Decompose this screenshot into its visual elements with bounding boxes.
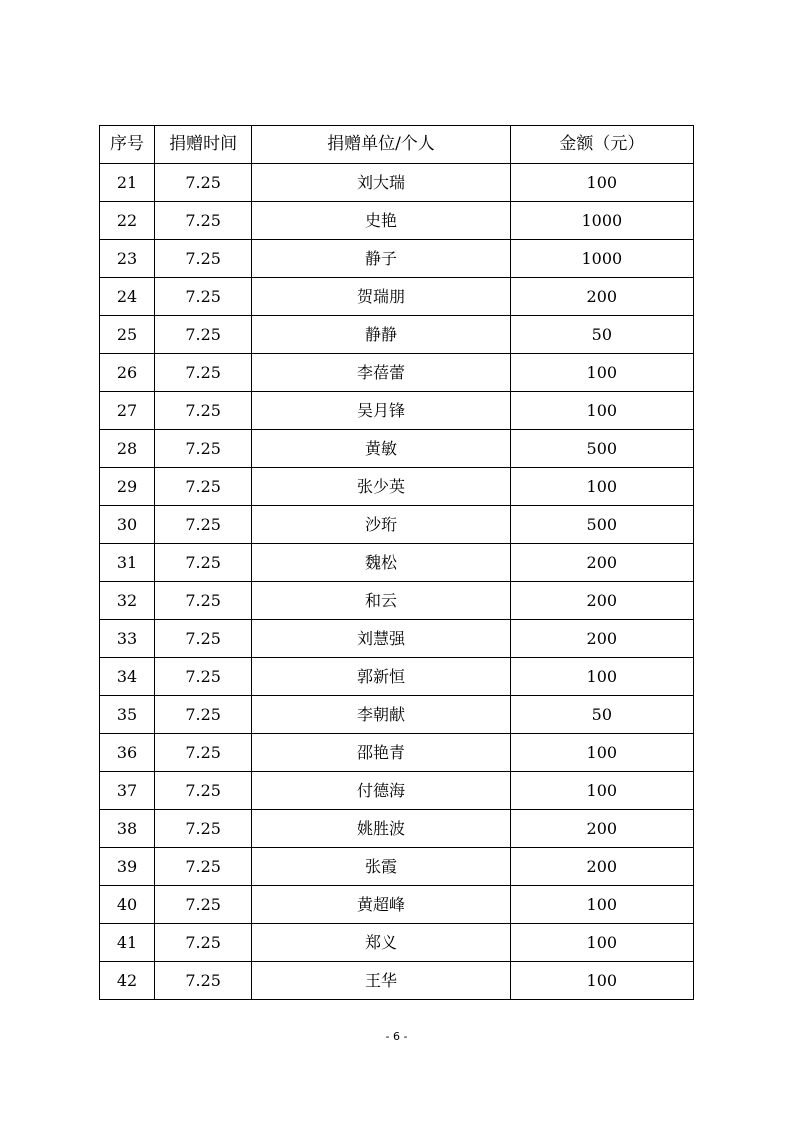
cell-donor: 黄超峰	[252, 886, 510, 924]
cell-donor: 邵艳青	[252, 734, 510, 772]
header-seq: 序号	[100, 126, 155, 164]
cell-donor: 沙珩	[252, 506, 510, 544]
cell-donor: 刘大瑞	[252, 164, 510, 202]
cell-donor: 郭新恒	[252, 658, 510, 696]
table-row	[100, 620, 694, 658]
cell-date: 7.25	[155, 392, 252, 430]
cell-donor: 黄敏	[252, 430, 510, 468]
donation-table	[99, 125, 694, 1000]
cell-amount: 100	[510, 164, 693, 202]
cell-amount: 200	[510, 848, 693, 886]
cell-amount: 200	[510, 278, 693, 316]
cell-seq: 27	[100, 392, 155, 430]
table-row	[100, 810, 694, 848]
cell-donor: 李朝献	[252, 696, 510, 734]
cell-amount: 100	[510, 772, 693, 810]
cell-seq: 25	[100, 316, 155, 354]
cell-date: 7.25	[155, 544, 252, 582]
donation-table-header	[100, 126, 694, 164]
cell-seq: 31	[100, 544, 155, 582]
cell-seq: 21	[100, 164, 155, 202]
cell-amount: 200	[510, 620, 693, 658]
cell-donor: 贺瑞朋	[252, 278, 510, 316]
cell-date: 7.25	[155, 506, 252, 544]
cell-donor: 李蓓蕾	[252, 354, 510, 392]
table-row	[100, 164, 694, 202]
table-row	[100, 848, 694, 886]
cell-seq: 24	[100, 278, 155, 316]
cell-amount: 100	[510, 734, 693, 772]
cell-amount: 100	[510, 924, 693, 962]
cell-donor: 姚胜波	[252, 810, 510, 848]
cell-date: 7.25	[155, 696, 252, 734]
cell-date: 7.25	[155, 582, 252, 620]
cell-date: 7.25	[155, 810, 252, 848]
cell-donor: 和云	[252, 582, 510, 620]
table-row	[100, 582, 694, 620]
cell-date: 7.25	[155, 962, 252, 1000]
cell-date: 7.25	[155, 886, 252, 924]
cell-amount: 100	[510, 354, 693, 392]
table-row	[100, 468, 694, 506]
cell-amount: 50	[510, 696, 693, 734]
cell-seq: 22	[100, 202, 155, 240]
table-row	[100, 278, 694, 316]
cell-seq: 36	[100, 734, 155, 772]
cell-amount: 200	[510, 544, 693, 582]
cell-amount: 100	[510, 886, 693, 924]
cell-seq: 40	[100, 886, 155, 924]
header-date: 捐赠时间	[155, 126, 252, 164]
page-number: - 6 -	[385, 1030, 408, 1043]
cell-amount: 100	[510, 962, 693, 1000]
cell-donor: 史艳	[252, 202, 510, 240]
cell-amount: 500	[510, 430, 693, 468]
cell-donor: 吴月锋	[252, 392, 510, 430]
table-row	[100, 316, 694, 354]
cell-date: 7.25	[155, 734, 252, 772]
cell-seq: 32	[100, 582, 155, 620]
cell-seq: 26	[100, 354, 155, 392]
header-donor: 捐赠单位/个人	[252, 126, 510, 164]
cell-seq: 38	[100, 810, 155, 848]
cell-amount: 200	[510, 810, 693, 848]
table-row	[100, 240, 694, 278]
cell-date: 7.25	[155, 240, 252, 278]
cell-seq: 35	[100, 696, 155, 734]
cell-date: 7.25	[155, 316, 252, 354]
donation-table-body	[100, 164, 694, 1000]
cell-date: 7.25	[155, 430, 252, 468]
cell-date: 7.25	[155, 354, 252, 392]
cell-donor: 付德海	[252, 772, 510, 810]
cell-seq: 37	[100, 772, 155, 810]
table-row	[100, 202, 694, 240]
cell-date: 7.25	[155, 468, 252, 506]
cell-amount: 1000	[510, 202, 693, 240]
cell-date: 7.25	[155, 848, 252, 886]
cell-seq: 30	[100, 506, 155, 544]
table-row	[100, 430, 694, 468]
table-row	[100, 354, 694, 392]
cell-donor: 王华	[252, 962, 510, 1000]
table-row	[100, 962, 694, 1000]
cell-seq: 39	[100, 848, 155, 886]
table-row	[100, 924, 694, 962]
cell-donor: 魏松	[252, 544, 510, 582]
header-row	[100, 126, 694, 164]
cell-date: 7.25	[155, 772, 252, 810]
cell-seq: 42	[100, 962, 155, 1000]
cell-donor: 张霞	[252, 848, 510, 886]
cell-amount: 100	[510, 468, 693, 506]
cell-donor: 静子	[252, 240, 510, 278]
cell-date: 7.25	[155, 924, 252, 962]
table-row	[100, 658, 694, 696]
table-row	[100, 392, 694, 430]
cell-seq: 41	[100, 924, 155, 962]
cell-date: 7.25	[155, 164, 252, 202]
table-row	[100, 506, 694, 544]
cell-donor: 郑义	[252, 924, 510, 962]
cell-date: 7.25	[155, 202, 252, 240]
cell-seq: 28	[100, 430, 155, 468]
cell-amount: 100	[510, 658, 693, 696]
cell-amount: 200	[510, 582, 693, 620]
table-row	[100, 734, 694, 772]
cell-date: 7.25	[155, 278, 252, 316]
cell-donor: 静静	[252, 316, 510, 354]
table-row	[100, 544, 694, 582]
table-row	[100, 696, 694, 734]
cell-seq: 23	[100, 240, 155, 278]
cell-donor: 张少英	[252, 468, 510, 506]
cell-seq: 33	[100, 620, 155, 658]
cell-amount: 100	[510, 392, 693, 430]
table-row	[100, 886, 694, 924]
cell-amount: 1000	[510, 240, 693, 278]
cell-seq: 34	[100, 658, 155, 696]
cell-amount: 50	[510, 316, 693, 354]
cell-seq: 29	[100, 468, 155, 506]
header-amount: 金额（元）	[510, 126, 693, 164]
cell-amount: 500	[510, 506, 693, 544]
cell-date: 7.25	[155, 620, 252, 658]
cell-donor: 刘慧强	[252, 620, 510, 658]
cell-date: 7.25	[155, 658, 252, 696]
table-row	[100, 772, 694, 810]
